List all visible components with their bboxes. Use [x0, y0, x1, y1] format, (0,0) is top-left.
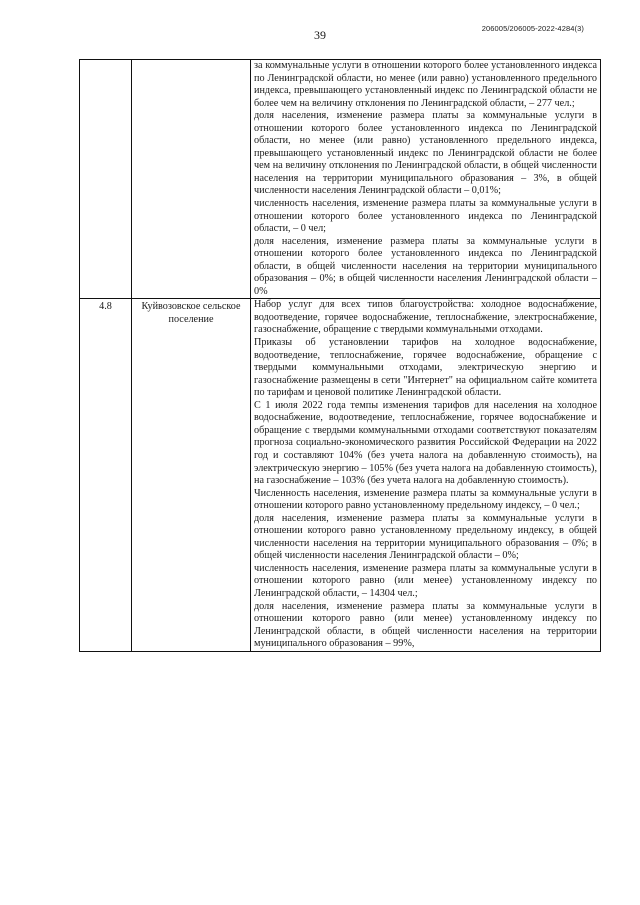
paragraph: Приказы об установлении тарифов на холодное водоснабжение, водоотведение, теплоснабжение, горячее водоснабжение, обращение с твердыми коммунальными отходами, электрическую энергию и газоснабжение размещены в сети "Интернет" на официальном сайте комитета по тарифам и ценовой политике Ленинградской области. [254, 337, 597, 399]
municipal-utilities-table [79, 59, 601, 652]
paragraph: за коммунальные услуги в отношении которого более установленного индекса по Ленинградской области, но менее (или равно) установленного предельного индекса, превышающего установленный индекс по Ленинградской области не более чем на величину отклонения по Ленинградской области, – 277 чел.; [254, 60, 597, 109]
table-row [80, 60, 601, 299]
description-cell [251, 60, 601, 299]
paragraph: Численность населения, изменение размера платы за коммунальные услуги в отношении которого равно установленному предельному индексу, – 0 чел.; [254, 487, 597, 512]
municipality-name-cell [132, 60, 251, 299]
paragraph: численность населения, изменение размера платы за коммунальные услуги в отношении которого равно (или менее) установленному индексу по Ленинградской области, – 14304 чел.; [254, 562, 597, 599]
paragraph: доля населения, изменение размера платы за коммунальные услуги в отношении которого более установленного индекса по Ленинградской области, в общей численности населения на территории муниципального образования – 0%; в общей численности населения Ленинградской области – 0% [254, 235, 597, 297]
document-code: 206005/206005-2022-4284(3) [481, 24, 584, 33]
paragraph: С 1 июля 2022 года темпы изменения тарифов для населения на холодное водоснабжение, водоотведение, теплоснабжение, горячее водоснабжение и обращение с твердыми коммунальными отходами соответствуют показателям прогноза социально-экономического развития Российской Федерации на 2022 год и составляют 104% (без учета налога на добавленную стоимость), на электрическую энергию – 105% (без учета налога на добавленную стоимость), на газоснабжение – 103% (без учета налога на добавленную стоимость). [254, 399, 597, 487]
paragraph: доля населения, изменение размера платы за коммунальные услуги в отношении которого равно установленному предельному индексу, в общей численности населения на территории муниципального образования – 0%; в общей численности населения Ленинградской области – 0%; [254, 512, 597, 562]
page-number: 39 [314, 28, 326, 42]
paragraph: Набор услуг для всех типов благоустройства: холодное водоснабжение, водоотведение, горячее водоснабжение, теплоснабжение, электроснабжение, газоснабжение, обращение с твердыми коммунальными отходами. [254, 299, 597, 336]
row-number-cell [80, 60, 132, 299]
description-cell [251, 299, 601, 651]
municipality-name-cell: Куйвозовское сельское поселение [132, 299, 251, 651]
paragraph: доля населения, изменение размера платы за коммунальные услуги в отношении которого более установленного индекса по Ленинградской области, но менее (или равно) установленного предельного индекса, превышающего установленный индекс по Ленинградской области не более чем на величину отклонения по Ленинградской области, в общей численности населения на территории муниципального образования – 3%, в общей численности населения Ленинградской области – 0,01%; [254, 110, 597, 197]
paragraph: численность населения, изменение размера платы за коммунальные услуги в отношении которого более установленного индекса по Ленинградской области, – 0 чел; [254, 198, 597, 235]
table-row [80, 299, 601, 651]
paragraph: доля населения, изменение размера платы за коммунальные услуги в отношении которого равно (или менее) установленному индексу по Ленинградской области, в общей численности населения на территории муниципального образования – 99%, [254, 600, 597, 650]
row-number-cell: 4.8 [80, 299, 132, 651]
